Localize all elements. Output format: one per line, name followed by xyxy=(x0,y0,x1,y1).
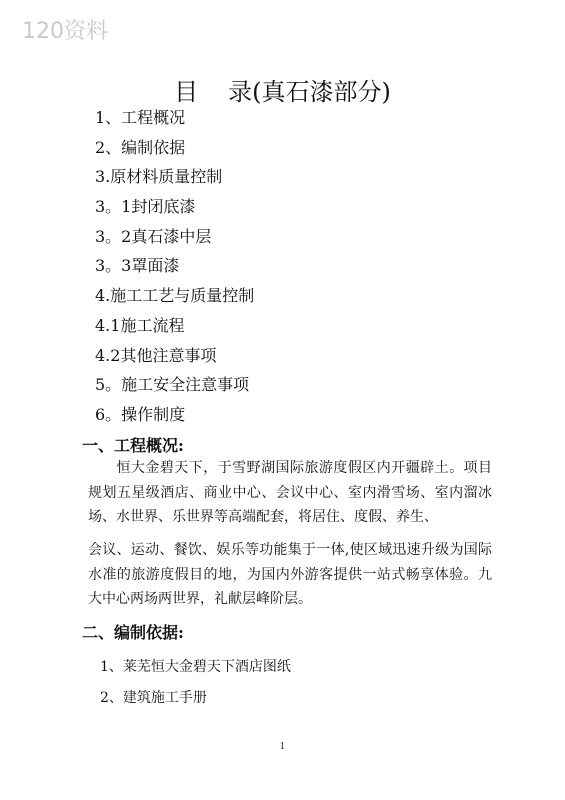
toc-item: 6。操作制度 xyxy=(95,404,186,424)
section-1-paragraph-2: 会议、运动、餐饮、娱乐等功能集于一体,使区域迅速升级为国际水准的旅游度假目的地，为国内外游客提供一站式畅享体验。九大中心两场两世界，礼献层峰阶层。 xyxy=(88,542,492,607)
section-2-heading: 二、编制依据: xyxy=(82,623,184,642)
page-title xyxy=(0,72,565,107)
toc-item: 3。3罩面漆 xyxy=(95,256,180,276)
table-of-contents xyxy=(95,103,254,430)
title-part-1: 目 xyxy=(174,78,199,106)
section-1-heading: 一、工程概况: xyxy=(82,436,184,455)
reference-item: 1、莱芜恒大金碧天下酒店图纸 xyxy=(100,659,291,675)
toc-item: 4.施工工艺与质量控制 xyxy=(95,286,255,306)
toc-item: 3。1封闭底漆 xyxy=(95,197,196,217)
paragraph-text: 恒大金碧天下，于雪野湖国际旅游度假区内开疆辟土。项目规划五星级酒店、商业中心、会议中心、室内滑雪场、室内溜冰场、水世界、乐世界等高端配套，将居住、度假、养生、 xyxy=(88,460,492,525)
toc-item: 1、工程概况 xyxy=(95,108,186,127)
toc-item: 3。2真石漆中层 xyxy=(95,226,212,246)
toc-item: 4.1施工流程 xyxy=(95,315,185,335)
toc-item: 5。施工安全注意事项 xyxy=(95,375,250,395)
title-part-2: 录(真石漆部分) xyxy=(228,78,391,106)
watermark: 120资料 xyxy=(22,19,108,44)
toc-item: 2、编制依据 xyxy=(95,137,186,157)
page-number: 1 xyxy=(279,742,286,752)
section-1-paragraph-1 xyxy=(88,456,492,530)
toc-item: 4.2其他注意事项 xyxy=(95,345,217,365)
reference-item: 2、建筑施工手册 xyxy=(100,690,207,706)
toc-item: 3.原材料质量控制 xyxy=(95,167,223,187)
